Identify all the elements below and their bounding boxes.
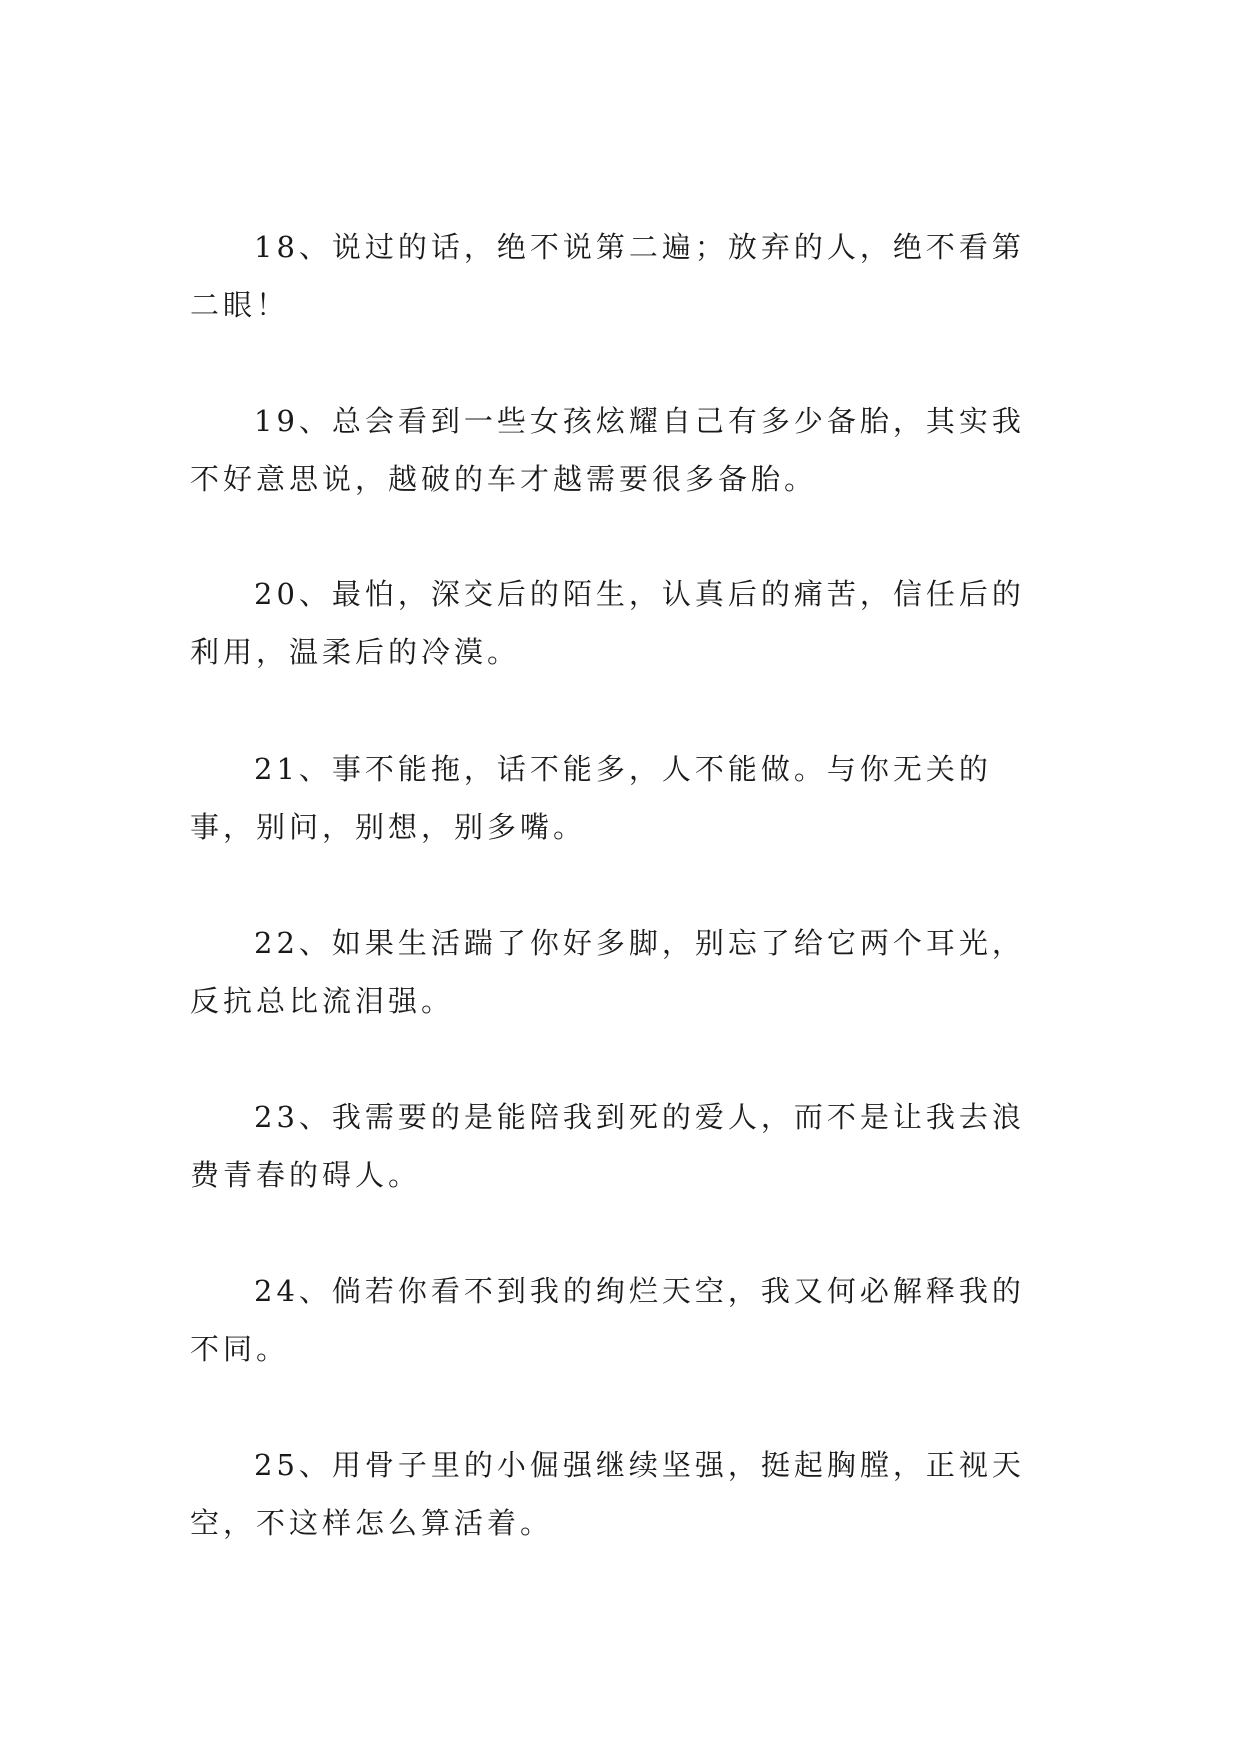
paragraph-20: 20、最怕，深交后的陌生，认真后的痛苦，信任后的利用，温柔后的冷漠。: [190, 577, 1025, 669]
paragraph-23: 23、我需要的是能陪我到死的爱人，而不是让我去浪费青春的碍人。: [190, 1100, 1025, 1192]
paragraph-24: 24、倘若你看不到我的绚烂天空，我又何必解释我的不同。: [190, 1274, 1025, 1366]
paragraph-18: 18、说过的话，绝不说第二遍；放弃的人，绝不看第二眼！: [190, 230, 1025, 322]
paragraph-22: 22、如果生活踹了你好多脚，别忘了给它两个耳光，反抗总比流泪强。: [190, 926, 1025, 1018]
paragraph-25: 25、用骨子里的小倔强继续坚强，挺起胸膛，正视天空，不这样怎么算活着。: [190, 1448, 1025, 1540]
paragraph-21: 21、事不能拖，话不能多，人不能做。与你无关的事，别问，别想，别多嘴。: [190, 752, 992, 844]
paragraph-19: 19、总会看到一些女孩炫耀自己有多少备胎，其实我不好意思说，越破的车才越需要很多备胎。: [190, 404, 1025, 496]
